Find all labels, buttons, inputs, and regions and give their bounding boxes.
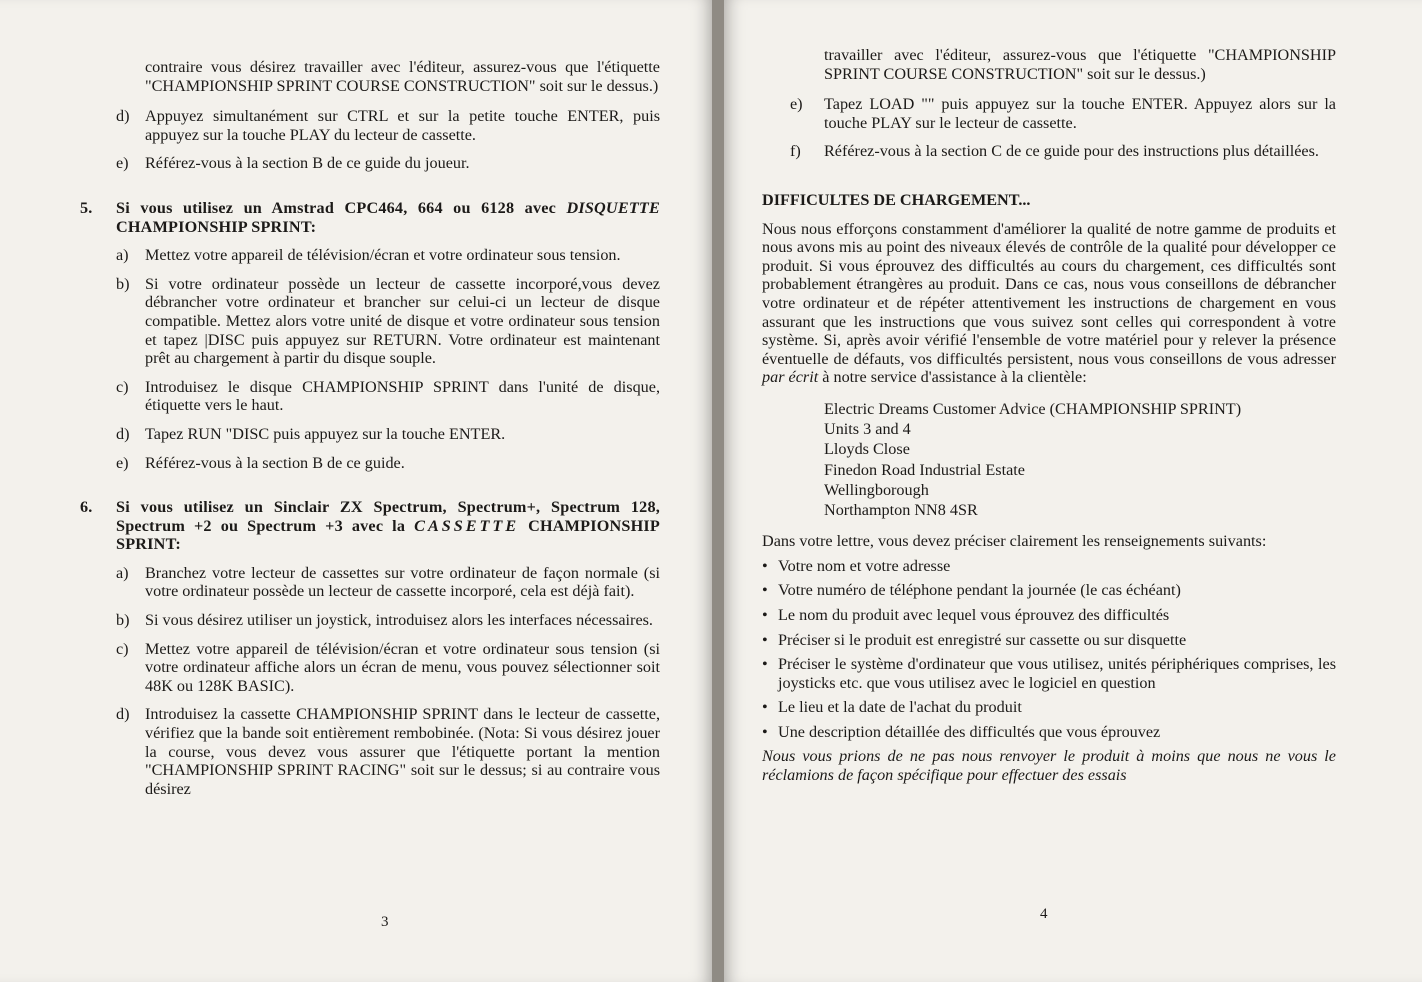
body-emphasis: par écrit <box>762 368 819 387</box>
bullet-text: Préciser si le produit est enregistré sur cassette ou sur disquette <box>778 630 1187 649</box>
section-title-part: Si vous utilisez un Sinclair ZX Spectrum, Spectrum+, Spectrum 128, Spectrum +2 ou Spectrum +3 avec la <box>116 498 660 535</box>
list-item <box>80 640 660 696</box>
section-title <box>116 199 660 236</box>
item-text: Mettez votre appareil de télévision/écran et votre ordinateur sous tension. <box>145 246 621 265</box>
page-number: 4 <box>1040 906 1048 922</box>
section-6-heading <box>80 498 660 554</box>
section-title-emphasis: DISQUETTE <box>566 198 660 217</box>
list-item <box>80 454 660 473</box>
section-number: 5. <box>80 198 93 217</box>
item-text: Si vous désirez utiliser un joystick, introduisez alors les interfaces nécessaires. <box>145 611 653 630</box>
item-label: a) <box>116 563 129 582</box>
item-label: a) <box>116 246 129 265</box>
item-text: Référez-vous à la section C de ce guide pour des instructions plus détaillées. <box>824 142 1319 161</box>
section-title-part: Si vous utilisez un Amstrad CPC464, 664 ou 6128 avec <box>116 198 567 217</box>
requirements-list <box>762 557 1336 742</box>
item-label: b) <box>116 274 130 293</box>
item-text: Introduisez le disque CHAMPIONSHIP SPRINT dans l'unité de disque, étiquette vers le haut. <box>145 377 660 415</box>
list-item <box>762 606 1336 625</box>
intro-continuation: travailler avec l'éditeur, assurez-vous que l'étiquette "CHAMPIONSHIP SPRINT COURSE CONSTRUCTION" soit sur le dessus.) <box>824 46 1336 83</box>
section-title-part: CHAMPIONSHIP SPRINT: <box>116 516 660 554</box>
list-item <box>80 246 660 265</box>
letter-intro: Dans votre lettre, vous devez préciser clairement les renseignements suivants: <box>762 532 1267 551</box>
list-item <box>762 581 1336 600</box>
body-text: Nous nous efforçons constamment d'améliorer la qualité de notre gamme de produits et nous avons mis au point des niveaux élevés de contrôle de la qualité pour développer ce produit. Si vous éprouvez des difficultés au cours du chargement, ces difficultés sont probablement étrangères au produit. Dans ce cas, nous vous conseillons de débrancher votre ordinateur et de répéter attentivement les instructions de chargement en vous assurant que les instructions que vous suivez sont celles qui correspondent à votre système. Si, après avoir vérifié l'ensemble de votre matériel pour y relever la présence éventuelle de défauts, vos difficultés persistent, nous vous conseillons de vous adresser <box>762 219 1336 368</box>
list-item <box>762 557 1336 576</box>
bullet-icon: • <box>762 655 768 674</box>
closing-note: Nous vous prions de ne pas nous renvoyer le produit à moins que nous ne vous le réclamions de façon spécifique pour effectuer des essais <box>762 747 1336 785</box>
item-label: f) <box>790 142 801 161</box>
item-text: Référez-vous à la section B de ce guide. <box>145 453 405 472</box>
address-line: Northampton NN8 4SR <box>824 500 978 519</box>
address-line: Electric Dreams Customer Advice (CHAMPIONSHIP SPRINT) <box>824 399 1242 418</box>
item-text: Si votre ordinateur possède un lecteur de cassette incorporé,vous devez débrancher votre ordinateur et brancher sur celui-ci un lecteur de disque compatible. Mettez alors votre unité de disque et votre ordinateur sous tension et tapez |DISC puis appuyez sur RETURN. Votre ordinateur est maintenant prêt au chargement à partir du disque souple. <box>145 274 660 368</box>
item-label: e) <box>116 453 129 472</box>
list-item <box>80 107 660 144</box>
bullet-icon: • <box>762 605 768 624</box>
list-item <box>80 564 660 601</box>
postal-address <box>762 399 1336 520</box>
bullet-icon: • <box>762 556 768 575</box>
list-item <box>762 142 1336 161</box>
section-title-part: CHAMPIONSHIP SPRINT: <box>116 217 317 236</box>
page-right <box>724 0 1422 982</box>
item-label: d) <box>116 424 130 443</box>
item-label: b) <box>116 611 130 630</box>
item-label: d) <box>116 107 130 126</box>
bullet-text: Votre numéro de téléphone pendant la journée (le cas échéant) <box>778 581 1181 600</box>
item-text: Tapez LOAD "" puis appuyez sur la touche ENTER. Appuyez alors sur la touche PLAY sur le lecteur de cassette. <box>824 95 1336 132</box>
list-item <box>762 631 1336 650</box>
body-text: à notre service d'assistance à la clientèle: <box>818 368 1087 387</box>
item-label: d) <box>116 705 130 724</box>
item-text: Mettez votre appareil de télévision/écran et votre ordinateur sous tension (si votre ordinateur affiche alors un écran de menu, vous pouvez sélectionner soit 48K ou 128K BASIC). <box>145 639 660 695</box>
intro-continuation: contraire vous désirez travailler avec l'éditeur, assurez-vous que l'étiquette "CHAMPIONSHIP SPRINT COURSE CONSTRUCTION" soit sur le dessus.) <box>145 58 660 95</box>
section-heading: DIFFICULTES DE CHARGEMENT... <box>762 190 1031 209</box>
section-number: 6. <box>80 498 93 517</box>
item-text: Tapez RUN "DISC puis appuyez sur la touche ENTER. <box>145 424 506 443</box>
section-5-heading <box>80 199 660 236</box>
list-item <box>80 154 660 173</box>
bullet-text: Votre nom et votre adresse <box>778 556 951 575</box>
address-line: Wellingborough <box>824 480 929 499</box>
list-item <box>762 655 1336 692</box>
list-item <box>80 425 660 444</box>
list-item <box>762 698 1336 717</box>
bullet-icon: • <box>762 581 768 600</box>
section-title-emphasis: CASSETTE <box>414 516 520 535</box>
left-column <box>80 58 660 808</box>
item-text: Appuyez simultanément sur CTRL et sur la petite touche ENTER, puis appuyez sur la touche PLAY du lecteur de cassette. <box>145 107 660 144</box>
list-item <box>80 611 660 630</box>
item-label: c) <box>116 639 129 658</box>
address-line: Units 3 and 4 <box>824 420 911 439</box>
bullet-icon: • <box>762 698 768 717</box>
page-number: 3 <box>381 914 389 930</box>
list-item <box>80 705 660 798</box>
list-item <box>80 275 660 368</box>
bullet-icon: • <box>762 630 768 649</box>
item-label: e) <box>116 154 129 173</box>
item-label: e) <box>790 95 803 114</box>
item-label: c) <box>116 377 129 396</box>
item-text: Branchez votre lecteur de cassettes sur votre ordinateur de façon normale (si votre ordinateur possède un lecteur de cassette incorporé, cela est déjà fait). <box>145 563 660 601</box>
list-item <box>80 378 660 415</box>
bullet-text: Le nom du produit avec lequel vous éprouvez des difficultés <box>778 605 1170 624</box>
bullet-text: Le lieu et la date de l'achat du produit <box>778 698 1022 717</box>
item-text: Référez-vous à la section B de ce guide du joueur. <box>145 154 470 173</box>
body-paragraph <box>762 220 1336 387</box>
book-gutter <box>712 0 724 982</box>
bullet-icon: • <box>762 722 768 741</box>
list-item <box>762 723 1336 742</box>
bullet-text: Une description détaillée des difficultés que vous éprouvez <box>778 722 1161 741</box>
bullet-text: Préciser le système d'ordinateur que vous utilisez, unités périphériques comprises, les joysticks etc. que vous utilisez avec le logiciel en question <box>778 655 1336 692</box>
address-line: Lloyds Close <box>824 440 910 459</box>
address-line: Finedon Road Industrial Estate <box>824 460 1025 479</box>
item-text: Introduisez la cassette CHAMPIONSHIP SPRINT dans le lecteur de cassette, vérifiez que la bande soit entièrement rembobinée. (Nota: Si vous désirez jouer la course, vous devez vous assurer que l'étiquette portant la mention "CHAMPIONSHIP SPRINT RACING" soit sur le dessus; si au contraire vous désirez <box>145 705 660 798</box>
list-item <box>762 95 1336 132</box>
section-title <box>116 498 660 554</box>
right-column <box>762 46 1336 785</box>
